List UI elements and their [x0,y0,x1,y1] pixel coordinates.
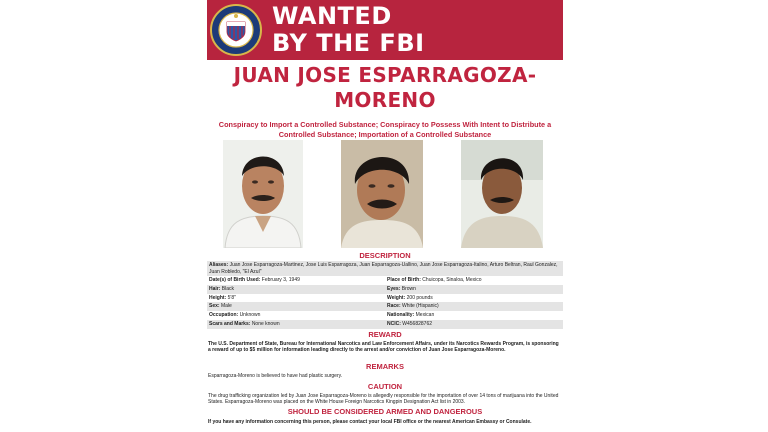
wanted-banner [207,0,563,60]
field-value: Chuicopa, Sinaloa, Mexico [422,277,482,283]
charges: Conspiracy to Import a Controlled Substance; Conspiracy to Possess With Intent to Distribute a Controlled Substance; Importation of a Controlled Substance [218,120,552,139]
description-cell [385,294,563,303]
description-cell [207,320,385,329]
description-row [207,294,563,303]
field-value: 5'8" [227,294,236,301]
aliases-value: Juan Jose Esparragoza-Martinez, Jose Luis Esparragoza, Juan Esparragoza-Uallino, Juan Jose Esparragoza-Italino, Arturo Beltran, Raul Gonzalez, Juan Robledo, "El Azul" [209,262,558,275]
description-cell [207,302,385,311]
fugitive-photo-2 [341,140,423,248]
caution-heading: CAUTION [367,382,403,391]
fugitive-photo-3 [461,140,543,248]
description-row [207,320,563,329]
fugitive-photo-1 [223,140,303,248]
field-label: Hair: [209,285,221,292]
description-cell [385,285,563,294]
description-heading: DESCRIPTION [359,251,411,260]
field-label: Date(s) of Birth Used: [209,277,261,283]
fbi-seal-icon [210,4,262,56]
field-value: Brown [401,285,416,292]
field-value: Male [220,303,232,310]
field-label: Eyes: [387,285,401,292]
field-value: February 3, 1949 [261,277,300,283]
wanted-title-line1: WANTED [272,2,392,30]
description-cell [385,276,563,285]
field-label: Place of Birth: [387,277,421,283]
description-cell [385,311,563,320]
field-label: Race: [387,303,401,310]
description-cell [207,311,385,320]
field-value: White (Hispanic) [402,303,439,310]
field-value: Black [221,285,235,292]
description-cell [207,276,385,285]
description-row [207,311,563,320]
description-cell [385,320,563,329]
field-label: Scars and Marks: [209,320,251,327]
aliases-cell [207,261,563,276]
field-label: Height: [209,294,227,301]
field-label: Occupation: [209,312,239,319]
field-value: None known [251,320,280,327]
fugitive-name: JUAN JOSE ESPARRAGOZA-MORENO [233,63,537,112]
field-label: Sex: [209,303,220,310]
armed-dangerous-warning: SHOULD BE CONSIDERED ARMED AND DANGEROUS [287,407,483,416]
field-value: Mexican [415,312,435,319]
field-value: W456828762 [402,320,433,327]
reward-heading: REWARD [368,330,402,339]
remarks-text: Esparragoza-Moreno is believed to have had plastic surgery. [208,373,343,379]
field-value: Unknown [239,312,261,319]
field-label: Nationality: [387,312,415,319]
description-cell [207,294,385,303]
description-cell [385,302,563,311]
wanted-title-line2: BY THE FBI [272,29,425,57]
contact-text: If you have any information concerning this person, please contact your local FBI office or the nearest American Embassy or Consulate. [208,419,532,425]
aliases-label: Aliases: [209,262,229,268]
field-label: NCIC: [387,320,401,327]
caution-text: The drug trafficking organization led by Juan Jose Esparragoza-Moreno is allegedly responsible for the importation of over 14 tons of marijuana into the United States. Esparragoza-Moreno was placed on the White House Foreign Narcotics Kingpin Designation Act list in 2003. [208,393,559,406]
aliases-row [207,261,563,276]
description-row [207,285,563,294]
wanted-title [272,3,425,57]
remarks-heading: REMARKS [366,362,404,371]
description-row [207,302,563,311]
description-row [207,276,563,285]
description-cell [207,285,385,294]
field-label: Weight: [387,294,406,301]
description-table [207,261,563,329]
field-value: 200 pounds [406,294,433,301]
wanted-poster [205,0,565,432]
reward-text: The U.S. Department of State, Bureau for International Narcotics and Law Enforcement Affairs, under its Narcotics Rewards Program, is sponsoring a reward of up to $5 million for information leading directly to the arrest and/or conviction of Juan Jose Esparragoza-Moreno. [208,341,559,354]
